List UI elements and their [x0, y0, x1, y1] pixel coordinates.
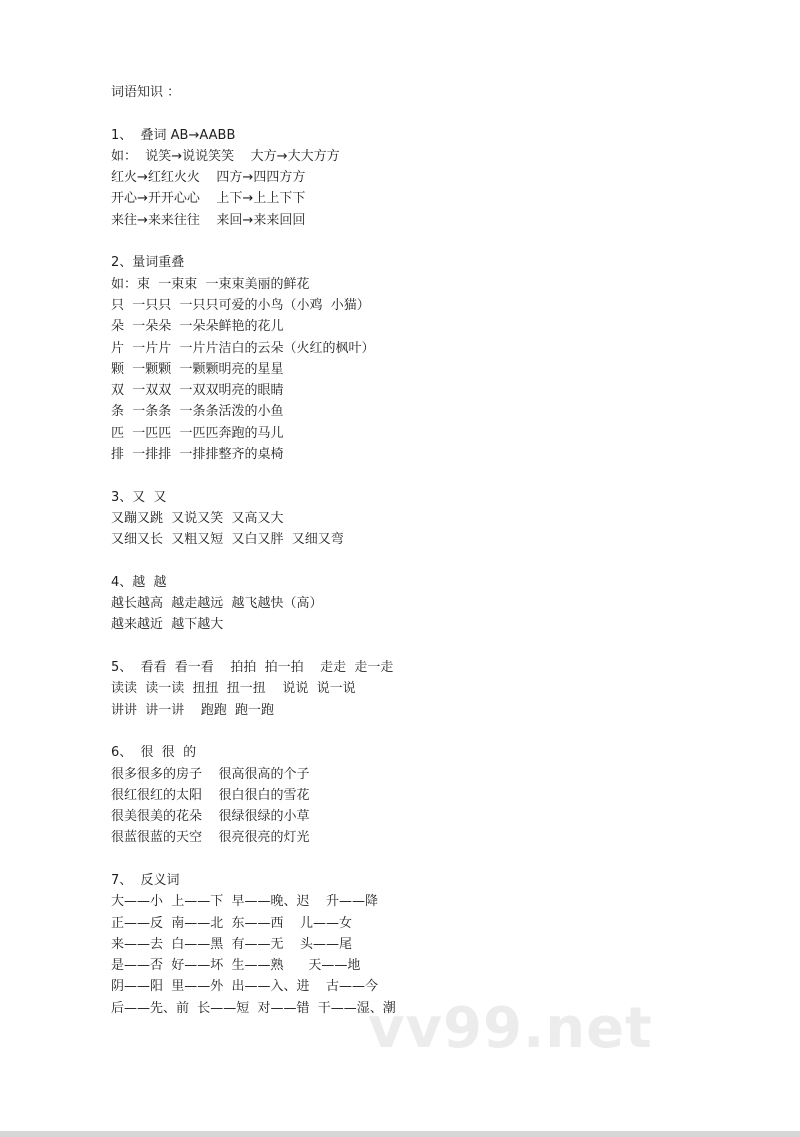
spacer — [111, 465, 751, 486]
section-6-heading: 6、 很 很 的 — [111, 745, 197, 761]
section-1-line: 来往→来来往往 来回→来来回回 — [111, 212, 306, 228]
section-6-line: 很蓝很蓝的天空 很亮很亮的灯光 — [111, 830, 310, 846]
spacer — [111, 721, 751, 742]
section-7-heading: 7、 反义词 — [111, 872, 180, 888]
spacer — [111, 551, 751, 572]
section-2-line: 排 一排排 一排排整齐的桌椅 — [111, 447, 284, 463]
page-bottom-edge — [0, 1131, 800, 1137]
section-3-line: 又蹦又跳 又说又笑 又高又大 — [111, 510, 284, 526]
section-4-heading: 4、越 越 — [111, 574, 167, 590]
section-2-line: 双 一双双 一双双明亮的眼睛 — [111, 383, 284, 399]
section-2-line: 匹 一匹匹 一匹匹奔跑的马儿 — [111, 425, 284, 441]
section-7-line: 后——先、前 长——短 对——错 干——湿、潮 — [111, 1000, 396, 1016]
document-title: 词语知识 ： — [111, 85, 181, 100]
section-1-line: 红火→红红火火 四方→四四方方 — [111, 170, 306, 186]
section-6-line: 很多很多的房子 很高很高的个子 — [111, 766, 310, 782]
section-4-line: 越长越高 越走越远 越飞越快（高） — [111, 596, 323, 612]
watermark: vv99.net — [368, 996, 653, 1061]
section-3-line: 又细又长 又粗又短 又白又胖 又细又弯 — [111, 532, 344, 548]
section-7-line: 是——否 好——坏 生——熟 天——地 — [111, 958, 361, 974]
section-2-line: 片 一片片 一片片洁白的云朵（火红的枫叶） — [111, 340, 375, 356]
spacer — [111, 849, 751, 870]
section-2-heading: 2、量词重叠 — [111, 255, 185, 271]
section-1-line: 如： 说笑→说说笑笑 大方→大大方方 — [111, 148, 340, 164]
document-body — [111, 82, 751, 1019]
spacer — [111, 103, 751, 124]
section-4-line: 越来越近 越下越大 — [111, 617, 224, 633]
section-7-line: 正——反 南——北 东——西 儿——女 — [111, 915, 353, 931]
section-3-heading: 3、又 又 — [111, 489, 167, 505]
section-7-line: 阴——阳 里——外 出——入、进 古——今 — [111, 979, 379, 995]
section-2-line: 颗 一颗颗 一颗颗明亮的星星 — [111, 361, 284, 377]
section-2-line: 只 一只只 一只只可爱的小鸟（小鸡 小猫） — [111, 297, 370, 313]
spacer — [111, 231, 751, 252]
section-6-line: 很美很美的花朵 很绿很绿的小草 — [111, 809, 310, 825]
section-7-line: 大——小 上——下 早——晚、迟 升——降 — [111, 894, 379, 910]
spacer — [111, 636, 751, 657]
section-7-line: 来——去 白——黑 有——无 头——尾 — [111, 936, 353, 952]
section-5-line: 读读 读一读 扭扭 扭一扭 说说 说一说 — [111, 681, 356, 697]
section-1-heading: 1、 叠词 AB→AABB — [111, 127, 236, 143]
section-5-heading: 5、 看看 看一看 拍拍 拍一拍 走走 走一走 — [111, 660, 394, 676]
section-1-line: 开心→开开心心 上下→上上下下 — [111, 191, 306, 207]
section-5-line: 讲讲 讲一讲 跑跑 跑一跑 — [111, 702, 275, 718]
section-2-line: 朵 一朵朵 一朵朵鲜艳的花儿 — [111, 319, 284, 335]
section-6-line: 很红很红的太阳 很白很白的雪花 — [111, 787, 310, 803]
section-2-line: 条 一条条 一条条活泼的小鱼 — [111, 404, 284, 420]
section-2-line: 如：束 一束束 一束束美丽的鲜花 — [111, 276, 310, 292]
